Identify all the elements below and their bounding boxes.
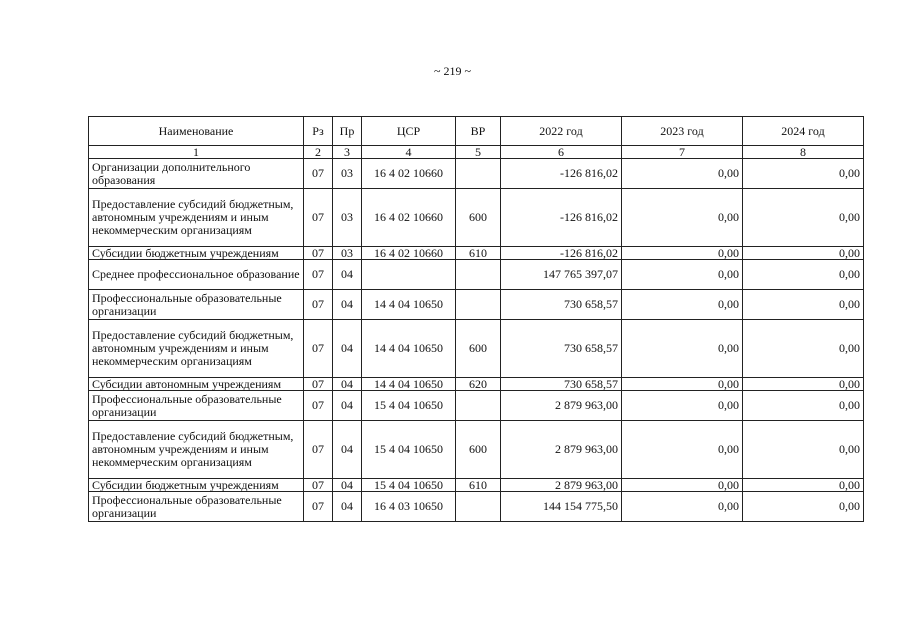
- table-row: [89, 320, 864, 378]
- cell-2023: 0,00: [622, 492, 743, 522]
- cell-2024: 0,00: [743, 421, 864, 479]
- page-number: ~ 219 ~: [434, 64, 471, 78]
- cell-rz: 07: [304, 492, 333, 522]
- cell-2023: 0,00: [622, 421, 743, 479]
- header-rz: Рз: [304, 117, 333, 146]
- table-row: [89, 391, 864, 421]
- column-number: 2: [304, 146, 333, 159]
- cell-vr: 600: [456, 421, 501, 479]
- cell-name: Субсидии автономным учреждениям: [89, 378, 304, 391]
- cell-name: Предоставление субсидий бюджетным, автономным учреждениям и иным некоммерческим организациям: [89, 320, 304, 378]
- cell-2023: 0,00: [622, 247, 743, 260]
- cell-rz: 07: [304, 260, 333, 290]
- cell-2023: 0,00: [622, 479, 743, 492]
- header-name: Наименование: [89, 117, 304, 146]
- column-number: 3: [333, 146, 362, 159]
- column-number: 1: [89, 146, 304, 159]
- cell-2022: 144 154 775,50: [501, 492, 622, 522]
- table-row: [89, 159, 864, 189]
- table-row: [89, 492, 864, 522]
- cell-csr: 14 4 04 10650: [362, 320, 456, 378]
- cell-pr: 03: [333, 189, 362, 247]
- cell-pr: 03: [333, 247, 362, 260]
- header-csr: ЦСР: [362, 117, 456, 146]
- cell-vr: [456, 290, 501, 320]
- cell-2022: 730 658,57: [501, 320, 622, 378]
- cell-2022: 2 879 963,00: [501, 479, 622, 492]
- cell-pr: 04: [333, 378, 362, 391]
- column-number: 4: [362, 146, 456, 159]
- header-2022: 2022 год: [501, 117, 622, 146]
- cell-2024: 0,00: [743, 189, 864, 247]
- cell-csr: 16 4 02 10660: [362, 159, 456, 189]
- cell-pr: 04: [333, 290, 362, 320]
- cell-2024: 0,00: [743, 479, 864, 492]
- column-number: 6: [501, 146, 622, 159]
- cell-pr: 03: [333, 159, 362, 189]
- cell-rz: 07: [304, 159, 333, 189]
- cell-2024: 0,00: [743, 492, 864, 522]
- cell-2022: -126 816,02: [501, 247, 622, 260]
- cell-csr: 14 4 04 10650: [362, 378, 456, 391]
- cell-name: Предоставление субсидий бюджетным, автономным учреждениям и иным некоммерческим организациям: [89, 189, 304, 247]
- cell-rz: 07: [304, 421, 333, 479]
- cell-name: Среднее профессиональное образование: [89, 260, 304, 290]
- cell-pr: 04: [333, 421, 362, 479]
- budget-table: [88, 116, 864, 522]
- table-row: [89, 260, 864, 290]
- cell-2023: 0,00: [622, 260, 743, 290]
- cell-name: Профессиональные образовательные организации: [89, 492, 304, 522]
- cell-vr: [456, 260, 501, 290]
- cell-vr: [456, 391, 501, 421]
- cell-csr: 16 4 02 10660: [362, 189, 456, 247]
- cell-pr: 04: [333, 260, 362, 290]
- cell-2024: 0,00: [743, 378, 864, 391]
- cell-pr: 04: [333, 492, 362, 522]
- cell-2022: 730 658,57: [501, 378, 622, 391]
- cell-csr: 15 4 04 10650: [362, 479, 456, 492]
- cell-2022: -126 816,02: [501, 189, 622, 247]
- column-number: 5: [456, 146, 501, 159]
- cell-2022: 730 658,57: [501, 290, 622, 320]
- cell-2024: 0,00: [743, 391, 864, 421]
- cell-rz: 07: [304, 247, 333, 260]
- cell-pr: 04: [333, 320, 362, 378]
- cell-2022: 2 879 963,00: [501, 391, 622, 421]
- cell-pr: 04: [333, 479, 362, 492]
- column-number-row: [89, 146, 864, 159]
- cell-2022: 147 765 397,07: [501, 260, 622, 290]
- cell-csr: 16 4 03 10650: [362, 492, 456, 522]
- table-row: [89, 247, 864, 260]
- header-2024: 2024 год: [743, 117, 864, 146]
- table-row: [89, 290, 864, 320]
- table-row: [89, 421, 864, 479]
- cell-name: Организации дополнительного образования: [89, 159, 304, 189]
- cell-2023: 0,00: [622, 159, 743, 189]
- cell-name: Субсидии бюджетным учреждениям: [89, 247, 304, 260]
- cell-rz: 07: [304, 479, 333, 492]
- cell-name: Профессиональные образовательные организации: [89, 391, 304, 421]
- cell-2023: 0,00: [622, 189, 743, 247]
- cell-2023: 0,00: [622, 320, 743, 378]
- table-row: [89, 189, 864, 247]
- cell-rz: 07: [304, 391, 333, 421]
- cell-name: Предоставление субсидий бюджетным, автономным учреждениям и иным некоммерческим организациям: [89, 421, 304, 479]
- cell-vr: 600: [456, 189, 501, 247]
- cell-rz: 07: [304, 189, 333, 247]
- table-row: [89, 378, 864, 391]
- cell-2022: -126 816,02: [501, 159, 622, 189]
- cell-vr: 610: [456, 247, 501, 260]
- cell-csr: [362, 260, 456, 290]
- cell-2024: 0,00: [743, 159, 864, 189]
- column-number: 7: [622, 146, 743, 159]
- cell-csr: 15 4 04 10650: [362, 421, 456, 479]
- cell-rz: 07: [304, 378, 333, 391]
- cell-rz: 07: [304, 290, 333, 320]
- header-vr: ВР: [456, 117, 501, 146]
- cell-name: Профессиональные образовательные организации: [89, 290, 304, 320]
- cell-2022: 2 879 963,00: [501, 421, 622, 479]
- table-row: [89, 479, 864, 492]
- header-2023: 2023 год: [622, 117, 743, 146]
- cell-2024: 0,00: [743, 290, 864, 320]
- cell-vr: 600: [456, 320, 501, 378]
- cell-2024: 0,00: [743, 260, 864, 290]
- cell-rz: 07: [304, 320, 333, 378]
- cell-name: Субсидии бюджетным учреждениям: [89, 479, 304, 492]
- cell-csr: 15 4 04 10650: [362, 391, 456, 421]
- cell-vr: 620: [456, 378, 501, 391]
- cell-2024: 0,00: [743, 320, 864, 378]
- cell-csr: 14 4 04 10650: [362, 290, 456, 320]
- cell-vr: [456, 159, 501, 189]
- cell-2023: 0,00: [622, 378, 743, 391]
- header-pr: Пр: [333, 117, 362, 146]
- column-number: 8: [743, 146, 864, 159]
- cell-2023: 0,00: [622, 391, 743, 421]
- cell-vr: [456, 492, 501, 522]
- table-header-row: [89, 117, 864, 146]
- cell-2024: 0,00: [743, 247, 864, 260]
- cell-pr: 04: [333, 391, 362, 421]
- cell-2023: 0,00: [622, 290, 743, 320]
- cell-csr: 16 4 02 10660: [362, 247, 456, 260]
- cell-vr: 610: [456, 479, 501, 492]
